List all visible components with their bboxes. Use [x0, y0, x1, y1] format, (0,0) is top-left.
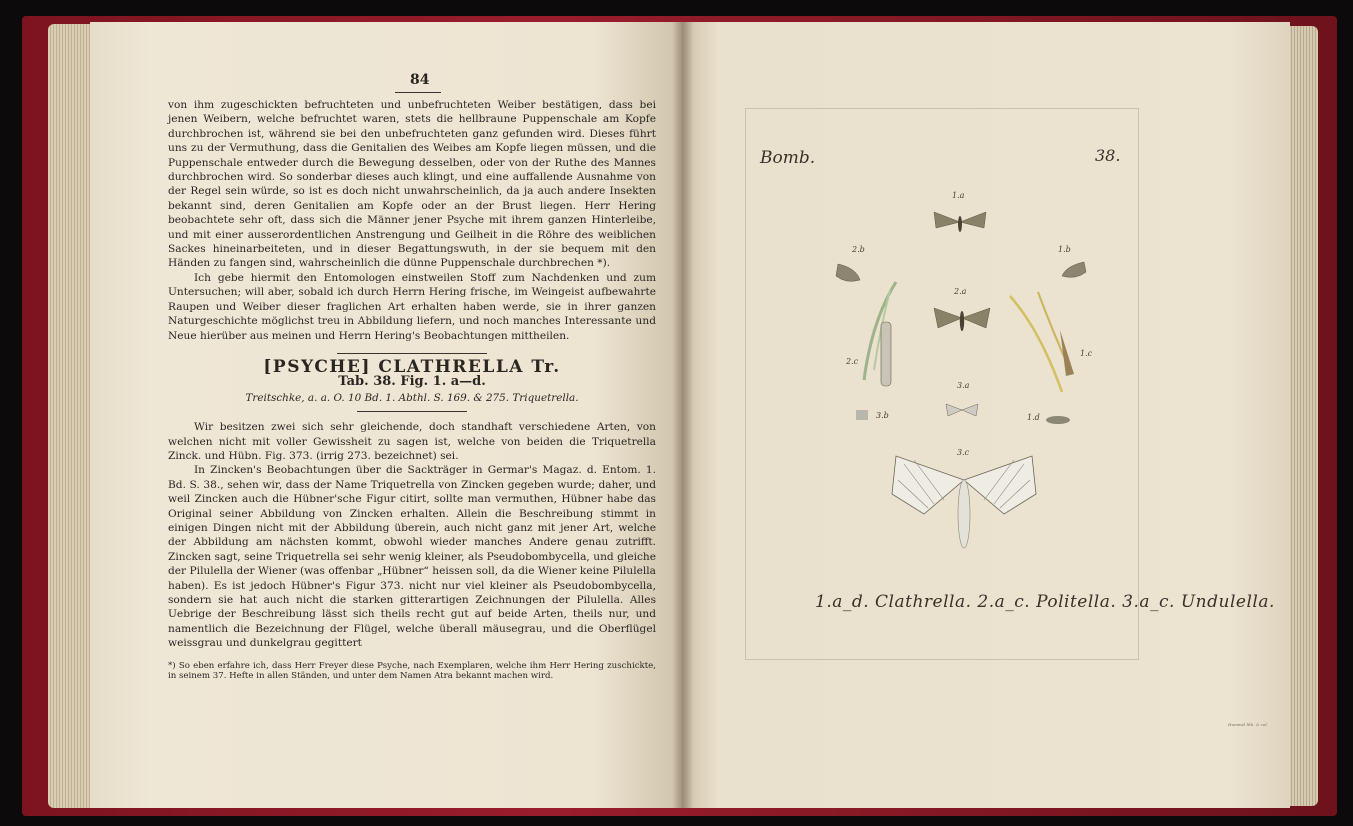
- fig-label-2c: 2.c: [846, 357, 859, 366]
- grass-case-1c: [1010, 292, 1074, 392]
- engraver-note: Hummel lith. & col.: [1228, 722, 1268, 727]
- moth-3b: [856, 410, 868, 420]
- fig-label-1a: 1.a: [952, 191, 965, 200]
- paragraph-1: von ihm zugeschickten befruchteten und unbefruchteten Weiber bestätigen, dass bei jenen Weibern, welche befruchtet waren, stets die hellbraune Puppenschale am Kopfe durchbrochen ist, während sie bei den unbefruchteten ganz gefunden wird. Dieses führt uns zu der Vermuthung, dass die Genitalien des Weibes am Kopfe liegen müssen, und die Puppenschale entweder durch die Bewegung desselben, oder von der Ruthe des Mannes durchbrochen wird. So sonderbar dieses auch klingt, und eine auffallende Ausnahme von der Regel sein würde, so ist es doch nicht unwahrscheinlich, da ja auch andere Insekten bekannt sind, deren Genitalien am Kopfe oder an der Brust liegen. Herr Hering beobachtete sehr oft, dass sich die Männer jener Psyche mit ihrem ganzen Hinterleibe, und mit einer ausserordentlichen Anstrengung und Geilheit in die Röhre des weiblichen Sackes hineinarbeiteten, und in dieser Begattungswuth, in der sie bequem mit den Händen zu fangen sind, wahrscheinlich die dünne Puppenschale durchbrechen *).: [168, 99, 656, 270]
- fig-label-1d: 1.d: [1027, 413, 1040, 422]
- moth-2b: [836, 264, 860, 281]
- grass-case-2c: [864, 282, 896, 386]
- fig-label-3c: 3.c: [957, 448, 970, 457]
- paragraph-2: Ich gebe hiermit den Entomologen einstweilen Stoff zum Nachdenken und zum Untersuchen; will aber, sobald ich durch Herrn Hering frische, im Weingeist aufbewahrte Raupen und Weiber dieser fraglichen Art erhalten haben werde, sie in ihrer ganzen Naturgeschichte möglichst treu in Abbildung liefern, und noch manches Interessante und Neue hierüber aus meinen und Herrn Hering's Beobachtungen mittheilen.: [168, 271, 656, 342]
- fig-label-2a: 2.a: [954, 287, 967, 296]
- page-number: 84: [410, 72, 430, 88]
- section-heading: [PSYCHE] CLATHRELLA Tr.: [263, 356, 561, 377]
- paragraph-3: Wir besitzen zwei sich sehr gleichende, doch standhaft verschiedene Arten, von welchen nicht mit voller Gewissheit zu sagen ist, welche von beiden die Triquetrella Zinck. und Hübn. Fig. 373. (irrig 273. bezeichnet) sei.: [168, 421, 656, 462]
- moth-3a: [946, 404, 978, 416]
- series-label: Bomb.: [760, 148, 816, 168]
- fig-label-1c: 1.c: [1080, 349, 1093, 358]
- moth-1a: [934, 212, 986, 232]
- moth-3c: [892, 456, 1036, 548]
- fig-label-2b: 2.b: [852, 245, 865, 254]
- species-caption: 1.a_d. Clathrella. 2.a_c. Politella. 3.a_c. Undulella.: [815, 592, 1275, 612]
- moth-2a: [934, 308, 990, 331]
- fig-label-1b: 1.b: [1058, 245, 1071, 254]
- moth-1b: [1062, 262, 1086, 277]
- citation: Treitschke, a. a. O. 10 Bd. 1. Abthl. S. 169. & 275. Triquetrella.: [245, 391, 579, 404]
- plate-reference: Tab. 38. Fig. 1. a—d.: [338, 374, 486, 390]
- plate-number: 38.: [1095, 146, 1121, 165]
- footnote: *) So eben erfahre ich, dass Herr Freyer diese Psyche, nach Exemplaren, welche ihm Herr Hering zuschickte, in seinem 37. Hefte in allen Ständen, und unter dem Namen Atra bekannt machen wird.: [168, 660, 656, 681]
- fig-label-3a: 3.a: [957, 381, 970, 390]
- fig-label-3b: 3.b: [876, 411, 889, 420]
- paragraph-4: In Zincken's Beobachtungen über die Sackträger in Germar's Magaz. d. Entom. 1. Bd. S. 38., sehen wir, dass der Name Triquetrella von Zincken gegeben wurde; daher, und weil Zincken auch die Hübner'sche Figur citirt, sollte man vermuthen, Hübner habe das Original seiner Abbildung von Zincken erhalten. Allein die Beschreibung stimmt in einigen Dingen nicht mit der Abbildung überein, auch nicht ganz mit jener Art, welche der Abbildung am nächsten kommt, obwohl wieder manches Andere genau zutrifft. Zincken sagt, seine Triquetrella sei sehr wenig kleiner, als Pseudobombycella, und gleiche der Pilulella der Wiener (was offenbar „Hübner“ heissen soll, da die Wiener keine Pilulella haben). Es ist jedoch Hübner's Figur 373. nicht nur viel kleiner als Pseudobombycella, sondern sie hat auch nicht die starken gitterartigen Zeichnungen der Pilulella. Alles Uebrige der Beschreibung lässt sich theils recht gut auf beide Arten, theils nur, und namentlich die Bezeichnung der Flügel, welche überall mäusegrau, und die Oberflügel weissgrau und dunkelgrau gegittert: [168, 464, 656, 650]
- case-1d: [1046, 416, 1070, 424]
